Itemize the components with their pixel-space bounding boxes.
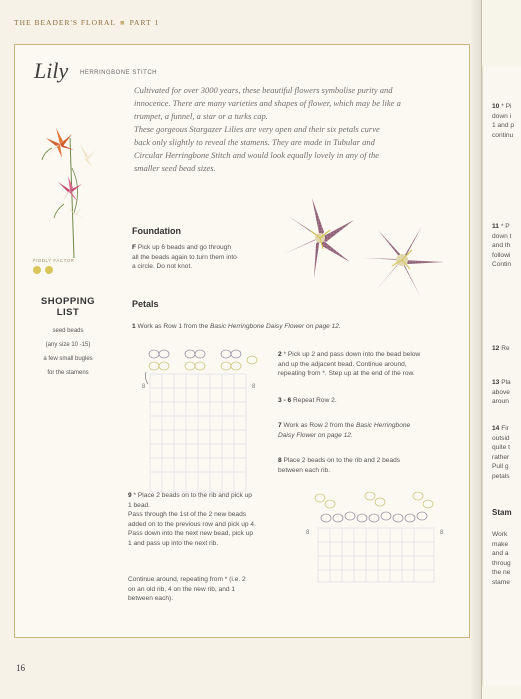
text-line: Re: [501, 345, 510, 352]
step-1: [132, 322, 462, 332]
text-line: 1 and pass up into the next rib.: [128, 539, 219, 547]
step-11: [492, 222, 521, 270]
shopping-title-line: SHOPPING: [40, 296, 96, 307]
text-line: all the beads again to turn them into: [132, 253, 237, 261]
text-line: * Pi: [501, 103, 512, 110]
right-page-frame: [482, 66, 521, 686]
text-line: rather: [492, 453, 510, 461]
list-item: a few small bugles: [43, 356, 93, 362]
text-line: Pass down into the next new bead, pick up: [128, 530, 253, 537]
intro-line: These gorgeous Stargazer Lilies are very open and their six petals curve: [134, 124, 380, 134]
herringbone-diagram-rows: [140, 344, 266, 494]
foundation-heading: Foundation: [132, 226, 181, 236]
page-reference: Basic Herringbone Daisy Flower on page 12.: [209, 323, 341, 330]
text-line: continu: [492, 131, 514, 139]
text-line: Pla: [501, 379, 511, 386]
stitch-subtitle: HERRINGBONE STITCH: [80, 70, 158, 76]
running-header: [14, 18, 159, 27]
intro-line: Circular Herringbone Stitch and would look equally lovely in any of the: [134, 150, 379, 160]
page-title: Lily: [34, 58, 69, 83]
intro-line: back only slightly to reveal the stamens. They are made in Tubular and: [134, 137, 375, 147]
step-number: 10: [492, 103, 500, 110]
intro-line: innocence. There are many varieties and shapes of flower, which may be like a: [134, 98, 401, 108]
shopping-list-title: [20, 296, 116, 318]
step-14: [492, 424, 521, 481]
text-line: Continue around, repeating from * (i.e. 2: [128, 576, 246, 583]
list-item: (any size 10 -15): [45, 342, 91, 348]
step-2: [278, 350, 468, 379]
step-number: 13: [492, 379, 500, 386]
step-text: Repeat Row 2.: [293, 397, 337, 404]
step-number: 12: [492, 345, 500, 352]
text-line: and th: [492, 242, 511, 249]
text-line: down t: [492, 232, 512, 240]
text-line: * Pick up 2 and pass down into the bead below: [283, 351, 421, 358]
part-label: PART 1: [129, 18, 160, 27]
text-line: * Place 2 beads on to the rib and pick up: [133, 492, 252, 499]
text-line: between each).: [128, 595, 174, 602]
step-3-6: [278, 396, 468, 406]
text-line: * P: [500, 223, 510, 230]
stamens-text: [492, 530, 521, 587]
beaded-lily-photo: [276, 194, 454, 302]
step-9: [128, 491, 298, 548]
step-7: [278, 421, 468, 440]
list-item: for the stamens: [47, 370, 89, 376]
text-line: make: [492, 540, 509, 548]
step-text: Work as Row 2 from the: [283, 422, 356, 429]
page-reference: Daisy Flower on page 12.: [278, 431, 353, 439]
text-line: quite t: [492, 444, 510, 451]
text-line: Pull g: [492, 463, 509, 470]
color-swatch: [33, 266, 41, 274]
step-12: [492, 344, 521, 354]
text-line: repeating from *. Step up at the end of the row.: [278, 370, 415, 377]
text-line: Fir: [501, 425, 509, 432]
intro-line: Cultivated for over 3000 years, these beautiful flowers symbolise purity and: [134, 85, 393, 95]
step-label: F: [132, 244, 137, 251]
palette-label: FIDDLY FACTOR: [33, 258, 75, 263]
diagram-label: 8: [252, 384, 256, 390]
shopping-list: [20, 324, 116, 380]
text-line: 1 and p: [492, 122, 514, 129]
color-swatch: [45, 266, 53, 274]
step-number: 1: [132, 323, 136, 330]
step-number: 9: [128, 492, 132, 499]
herringbone-diagram-rib: [300, 486, 454, 584]
text-line: stame: [492, 578, 510, 586]
step-text: Work as Row 1 from the: [137, 323, 210, 330]
text-line: above: [492, 388, 510, 396]
text-line: Pass through the 1st of the 2 new beads: [128, 511, 247, 518]
text-line: a circle. Do not knot.: [132, 263, 193, 270]
shopping-title-line: LIST: [56, 307, 80, 318]
text-line: down i: [492, 112, 512, 120]
step-10: [492, 102, 521, 140]
text-line: the ne: [492, 569, 511, 576]
diagram-label: 8: [306, 530, 310, 536]
text-line: Work: [492, 531, 508, 538]
text-line: throug: [492, 559, 511, 567]
page-reference: Basic Herringbone: [355, 422, 411, 429]
step-number: 8: [278, 457, 282, 464]
text-line: Contin: [492, 261, 512, 268]
list-item: seed beads: [52, 328, 84, 334]
text-line: petals: [492, 472, 510, 480]
intro-text: [134, 84, 454, 175]
diagram-label: 8: [440, 530, 444, 536]
step-13: [492, 378, 521, 407]
step-number: 7: [278, 422, 282, 429]
intro-line: smaller seed bead sizes.: [134, 163, 216, 173]
step-9-continued: [128, 575, 298, 604]
text-line: outsid: [492, 434, 510, 442]
header-separator: ■: [120, 18, 126, 27]
text-line: Pick up 6 beads and go through: [137, 244, 231, 251]
diagram-label: 8: [142, 384, 146, 390]
step-number: 2: [278, 351, 282, 358]
text-line: and up the adjacent bead. Continue around,: [278, 360, 407, 368]
text-line: followi: [492, 251, 511, 259]
step-number: 14: [492, 425, 500, 432]
text-line: aroun: [492, 398, 509, 405]
text-line: between each rib.: [278, 466, 331, 474]
text-line: on an old rib, 4 on the new rib, and 1: [128, 585, 236, 593]
page-number: 16: [16, 663, 25, 673]
intro-line: trumpet, a funnel, a star or a turks cap.: [134, 111, 268, 121]
lily-illustration: [34, 118, 106, 258]
petals-heading: Petals: [132, 299, 159, 309]
text-line: 1 bead.: [128, 501, 150, 509]
right-page: [482, 0, 521, 699]
text-line: added on to the previous row and pick up 4.: [128, 520, 256, 528]
foundation-text: [132, 243, 272, 272]
step-8: [278, 456, 468, 475]
step-number: 3 - 6: [278, 397, 292, 404]
step-number: 11: [492, 223, 499, 230]
book-title: THE BEADER'S FLORAL: [14, 18, 117, 27]
text-line: Place 2 beads on to the rib and 2 beads: [283, 457, 401, 464]
text-line: and a: [492, 550, 509, 557]
stamens-heading: Stam: [492, 508, 512, 517]
